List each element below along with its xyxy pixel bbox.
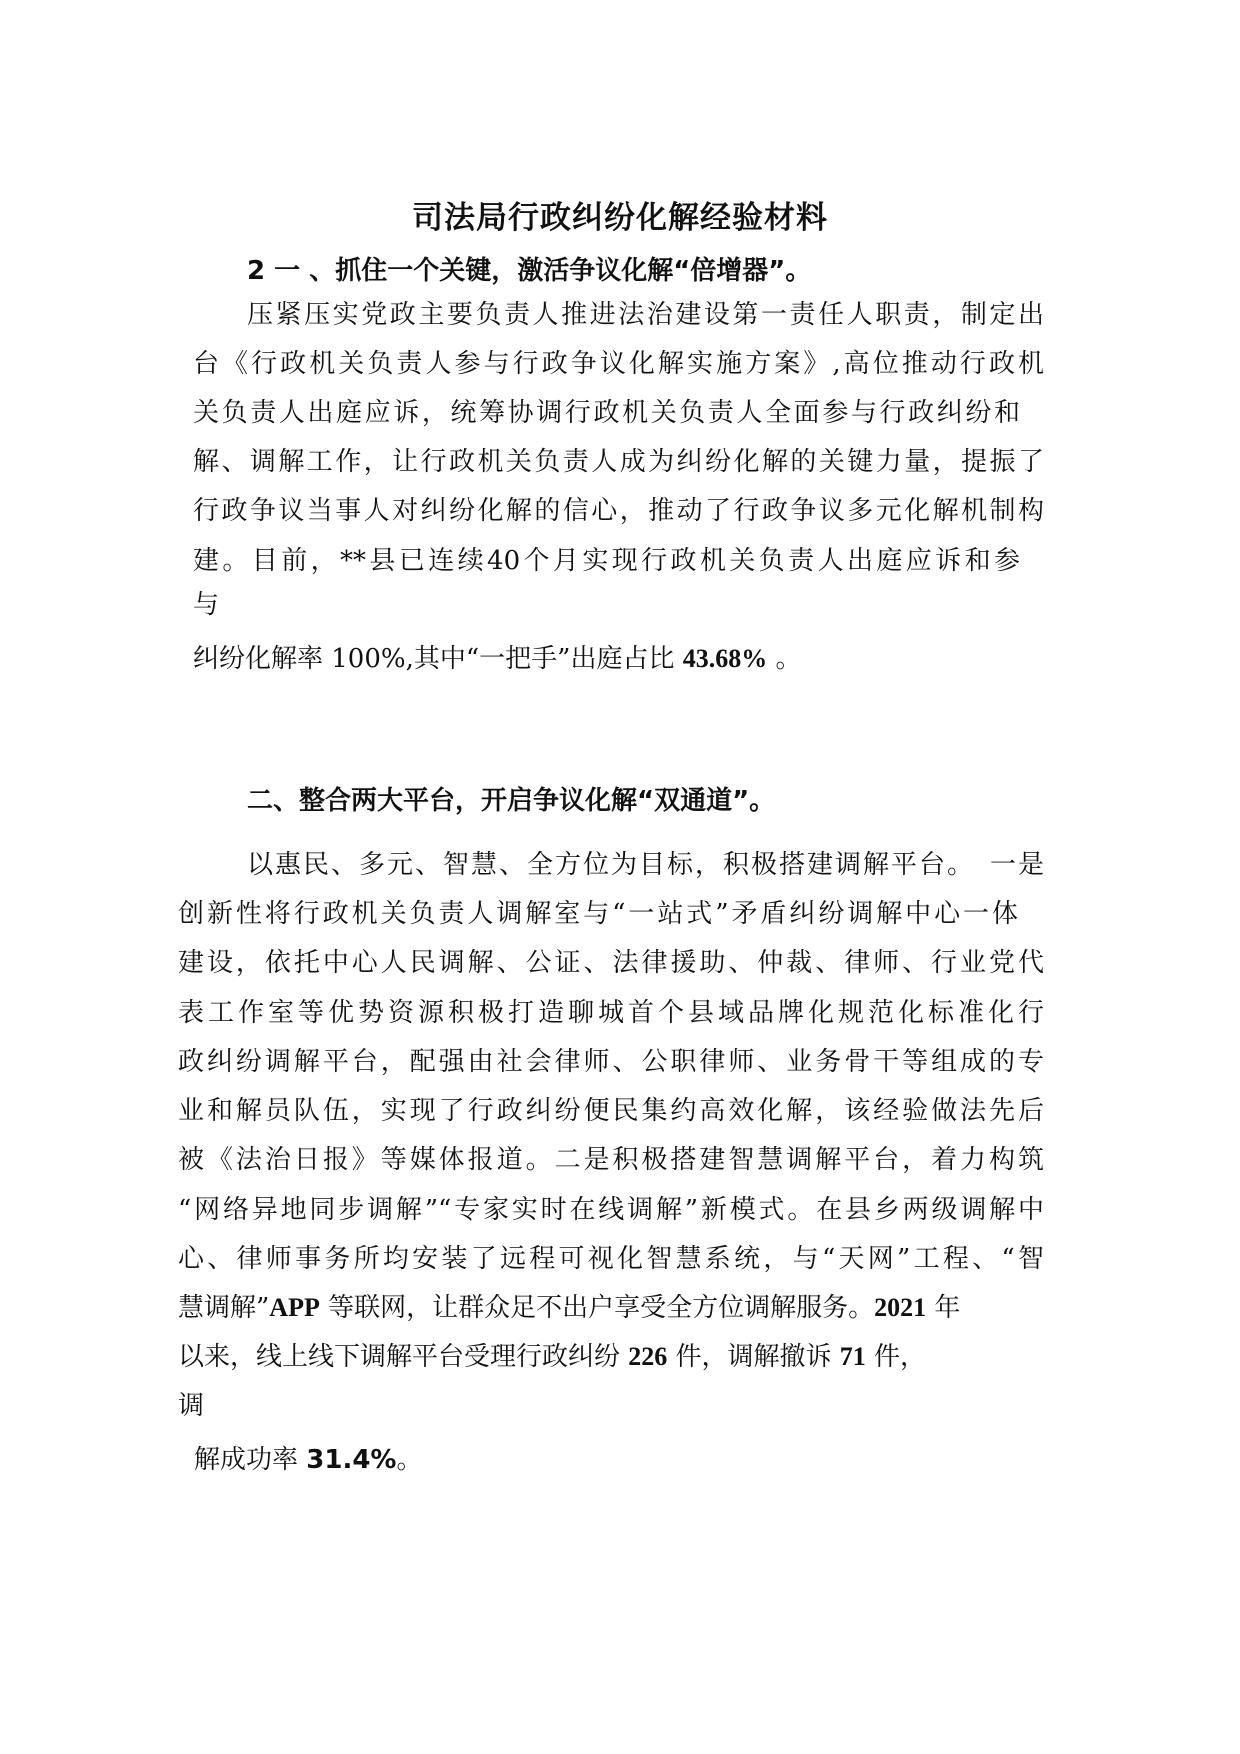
section-2-line-11 [178,1336,926,1373]
cases-accepted: 226 [628,1342,668,1371]
section-2-line-12: 调 [178,1391,205,1421]
section-2-line-2: 创新性将行政机关负责人调解室与“一站式”矛盾纠纷调解中心一体 [178,899,1018,929]
success-rate-value: 31.4% [306,1445,397,1475]
participation-rate-suffix: 。 [767,644,802,674]
section-2-line-4: 表工作室等优势资源积极打造聊城首个县域品牌化规范化标准化行 [178,998,1044,1028]
document-title: 司法局行政纠纷化解经验材料 [412,200,828,236]
app-name: APP [269,1293,320,1322]
section-2-line-6: 业和解员队伍，实现了行政纠纷便民集约高效化解，该经验做法先后 [178,1096,1044,1126]
section-2-line-3: 建设，依托中心人民调解、公证、法律援助、仲裁、律师、行业党代 [178,948,1044,978]
cases-withdrawn: 71 [839,1342,866,1371]
section-1-line-6: 建。目前，**县已连续40个月实现行政机关负责人出庭应诉和参 [193,546,1020,576]
section-2-line-7: 被《法治日报》等媒体报道。二是积极搭建智慧调解平台，着力构筑 [178,1145,1044,1175]
participation-rate-text: 纠纷化解率 100%,其中“一把手”出庭占比 [193,644,683,674]
section-1-line-5: 行政争议当事人对纠纷化解的信心，推动了行政争议多元化解机制构 [193,496,1044,526]
section-2-line-10 [178,1287,960,1324]
section-2-line-1: 以惠民、多元、智慧、全方位为目标，积极搭建调解平台。 一是 [247,850,1044,880]
success-rate-label: 解成功率 [194,1445,307,1475]
section-2-last-line [194,1439,422,1476]
success-rate-suffix: 。 [396,1445,423,1475]
section-1-line-7: 与 [193,590,220,620]
app-line-mid: 等联网，让群众足不出户享受全方位调解服务。 [319,1293,875,1323]
section-2-heading: 二、整合两大平台，开启争议化解“双通道”。 [247,786,776,816]
section-1-line-2: 台《行政机关负责人参与行政争议化解实施方案》,高位推动行政机 [193,349,1044,379]
year-value: 2021 [874,1293,927,1322]
section-2-line-8: “网络异地同步调解”“专家实时在线调解”新模式。在县乡两级调解中 [178,1195,1044,1225]
head-presence-ratio: 43.68% [682,644,768,673]
count-line-mid: 件，调解撤诉 [667,1342,840,1372]
section-1-last-line [193,638,801,675]
section-1-heading: 2 一 、抓住一个关键，激活争议化解“倍增器”。 [247,256,812,286]
section-1-line-3: 关负责人出庭应诉，统筹协调行政机关负责人全面参与行政纠纷和 [193,398,1020,428]
section-1-line-4: 解、调解工作，让行政机关负责人成为纠纷化解的关键力量，提振了 [193,447,1044,477]
app-line-prefix: 慧调解” [178,1293,270,1323]
section-2-line-5: 政纠纷调解平台，配强由社会律师、公职律师、业务骨干等组成的专 [178,1047,1044,1077]
count-line-prefix: 以来，线上线下调解平台受理行政纠纷 [178,1342,629,1372]
section-2-line-9: 心、律师事务所均安装了远程可视化智慧系统，与“天网”工程、“智 [178,1244,1044,1274]
app-line-suffix: 年 [926,1293,961,1323]
count-line-suffix: 件， [865,1342,927,1372]
section-1-line-1: 压紧压实党政主要负责人推进法治建设第一责任人职责，制定出 [247,300,1044,330]
